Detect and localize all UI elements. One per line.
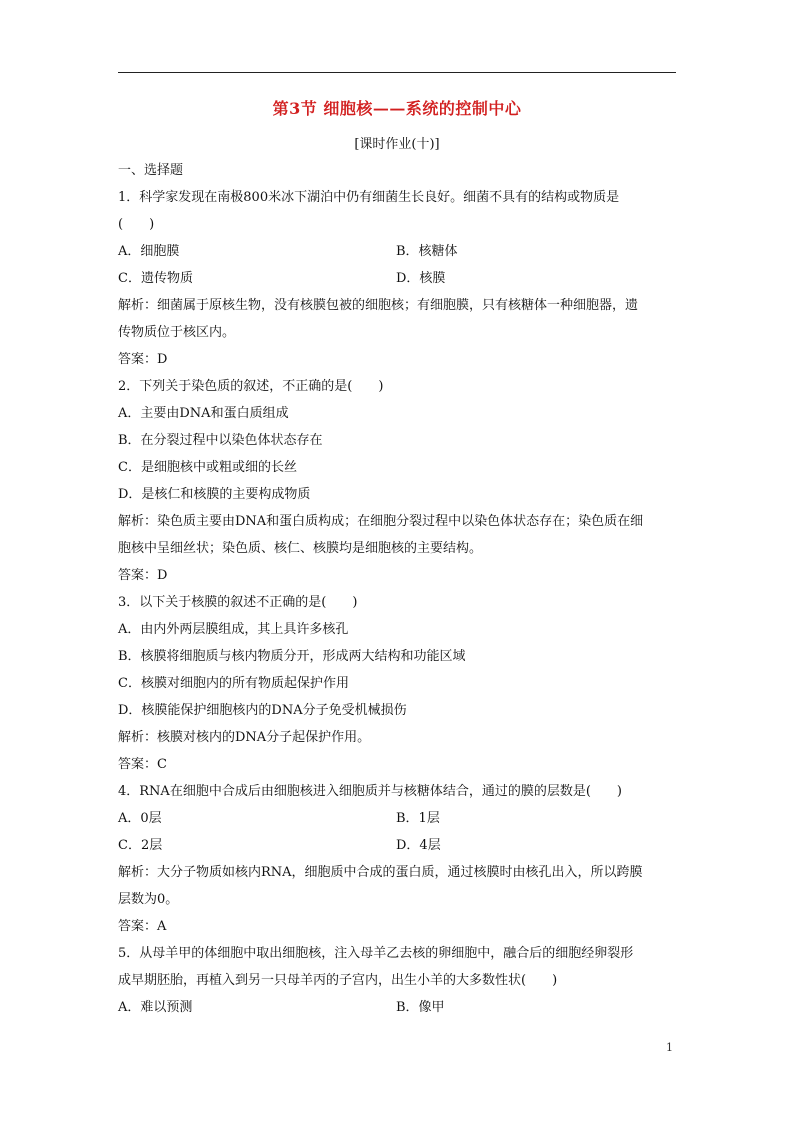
text-line: A．主要由DNA和蛋白质组成 <box>118 406 289 421</box>
text-line: 答案：C <box>118 757 167 772</box>
text-line: 胞核中呈细丝状；染色质、核仁、核膜均是细胞核的主要结构。 <box>118 541 483 556</box>
option-text: C．遗传物质 <box>118 271 193 286</box>
page-number: 1 <box>666 1041 673 1054</box>
text-line: D．是核仁和核膜的主要构成物质 <box>118 487 311 502</box>
text-line: 3．以下关于核膜的叙述不正确的是( ) <box>118 595 358 610</box>
text-line: A．由内外两层膜组成，其上具许多核孔 <box>118 622 349 637</box>
option-row <box>118 805 678 832</box>
option-text: A．0层 <box>118 811 162 826</box>
option-row <box>118 265 678 292</box>
text-line: 5．从母羊甲的体细胞中取出细胞核，注入母羊乙去核的卵细胞中，融合后的细胞经卵裂形 <box>118 946 634 961</box>
text-line: 答案：D <box>118 568 168 583</box>
text-line: 一、选择题 <box>118 163 184 178</box>
option-text: B．核糖体 <box>396 244 458 259</box>
option-row <box>118 238 678 265</box>
section-title: 第3节 细胞核——系统的控制中心 <box>272 99 522 118</box>
question-content <box>118 157 678 1021</box>
text-line: C．是细胞核中或粗或细的长丝 <box>118 460 297 475</box>
option-text: B．1层 <box>396 811 440 826</box>
assignment-subtitle: [课时作业(十)] <box>354 137 440 152</box>
text-line: 层数为0。 <box>118 892 179 907</box>
text-line: 答案：A <box>118 919 167 934</box>
option-row <box>118 994 678 1021</box>
option-text: C．2层 <box>118 838 163 853</box>
text-line: 4．RNA在细胞中合成后由细胞核进入细胞质并与核糖体结合，通过的膜的层数是( ) <box>118 784 622 799</box>
option-text: D．4层 <box>396 838 441 853</box>
option-text: A．难以预测 <box>118 1000 193 1015</box>
option-text: A．细胞膜 <box>118 244 180 259</box>
text-line: 答案：D <box>118 352 168 367</box>
text-line: B．核膜将细胞质与核内物质分开，形成两大结构和功能区域 <box>118 649 466 664</box>
text-line: ( ) <box>118 217 155 232</box>
text-line: 成早期胚胎，再植入到另一只母羊丙的子宫内，出生小羊的大多数性状( ) <box>118 973 558 988</box>
text-line: B．在分裂过程中以染色体状态存在 <box>118 433 323 448</box>
text-line: C．核膜对细胞内的所有物质起保护作用 <box>118 676 349 691</box>
option-text: B．像甲 <box>396 1000 445 1015</box>
text-line: 解析：核膜对核内的DNA分子起保护作用。 <box>118 730 371 745</box>
option-text: D．核膜 <box>396 271 446 286</box>
text-line: D．核膜能保护细胞核内的DNA分子免受机械损伤 <box>118 703 407 718</box>
option-row <box>118 832 678 859</box>
text-line: 解析：细菌属于原核生物，没有核膜包被的细胞核；有细胞膜，只有核糖体一种细胞器，遗 <box>118 298 639 313</box>
text-line: 解析：大分子物质如核内RNA，细胞质中合成的蛋白质，通过核膜时由核孔出入，所以跨膜 <box>118 865 643 880</box>
text-line: 1．科学家发现在南极800米冰下湖泊中仍有细菌生长良好。细菌不具有的结构或物质是 <box>118 190 620 205</box>
text-line: 传物质位于核区内。 <box>118 325 236 340</box>
text-line: 2．下列关于染色质的叙述，不正确的是( ) <box>118 379 384 394</box>
text-line: 解析：染色质主要由DNA和蛋白质构成；在细胞分裂过程中以染色体状态存在；染色质在细 <box>118 514 644 529</box>
header-rule <box>118 72 676 73</box>
